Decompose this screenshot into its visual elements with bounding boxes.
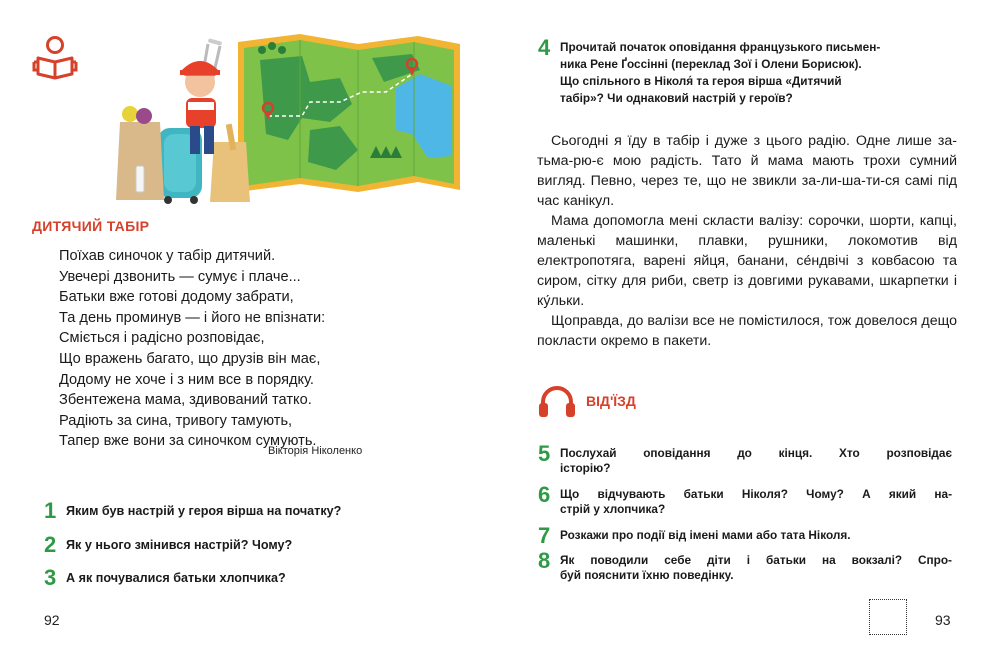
story-paragraph: Сьогодні я їду в табір і дуже з цього радію. Одне лише за-тьма-рю-є мою радість. Тато й мама мають трохи сумний вигляд. Певно, через те, що не звикли за-ли-ша-ти-ся самі під час канікул. <box>537 133 957 209</box>
question-number: 5 <box>538 441 551 466</box>
story-excerpt <box>537 131 957 351</box>
question-number: 2 <box>44 532 57 557</box>
question-2 <box>44 534 292 556</box>
question-line: стрій у хлопчика? <box>560 502 666 516</box>
poem-author: Вікторія Ніколенко <box>268 445 363 457</box>
headphones-icon <box>538 384 576 418</box>
question-line: Послухай оповідання до кінця. Хто розповідає <box>560 446 952 460</box>
poem-line: Та день проминув — і його не впізнати: <box>59 309 326 326</box>
poem-line: Додому не хоче і з ним все в порядку. <box>59 371 314 388</box>
question-number: 7 <box>538 523 551 548</box>
question-6 <box>538 484 952 517</box>
question-number: 4 <box>538 35 551 60</box>
task-4-text <box>560 37 880 107</box>
story-paragraph: Мама допомогла мені скласти валізу: сорочки, шорти, капці, маленькі машинки, плавки, рушники, локомотив від електропотяга, варені яйця, банани, се́ндвічі з ковбасою та сиром, сітку для риби, светр із довгими рукавами, шкарпетки і ку́льки. <box>537 213 957 309</box>
poem-title: ДИТЯЧИЙ ТАБІР <box>32 218 150 234</box>
poem-line: Збентежена мама, здивований татко. <box>59 392 312 409</box>
task-4-line: Прочитай початок оповідання французького письмен- <box>560 40 881 54</box>
poem-line: Увечері дзвонить — сумує і плаче... <box>59 268 301 285</box>
question-number: 8 <box>538 548 551 573</box>
poem-line: Що вражень багато, що друзів він має, <box>59 350 321 367</box>
poem-line: Тапер вже вони за синочком сумують. <box>59 433 317 450</box>
question-number: 6 <box>538 482 551 507</box>
question-line: Як поводили себе діти і батьки на вокзалі? Спро- <box>560 553 952 567</box>
question-5 <box>538 443 952 476</box>
question-text <box>560 550 952 583</box>
dotted-frame <box>869 599 907 635</box>
task-4-line: ника Рене Ґоссінні (переклад Зої і Олени Борисюк). <box>560 57 862 71</box>
section-title: ВІД'ЇЗД <box>586 393 636 409</box>
question-text <box>560 443 952 476</box>
question-3 <box>44 567 286 589</box>
question-line: Розкажи про події від імені мами або тата Ніколя. <box>560 528 851 542</box>
question-1 <box>44 500 341 522</box>
camp-map-illustration <box>40 30 470 210</box>
question-number: 3 <box>44 565 57 590</box>
map-illustration <box>238 34 460 192</box>
task-4 <box>538 37 880 107</box>
page-number-right: 93 <box>935 612 951 628</box>
question-text <box>560 484 952 517</box>
poem-line: Батьки вже готові додому забрати, <box>59 289 294 306</box>
poem-line: Поїхав синочок у табір дитячий. <box>59 248 276 264</box>
question-line: буй пояснити їхню поведінку. <box>560 568 734 582</box>
question-8 <box>538 550 952 583</box>
poem-line: Сміється і радісно розповідає, <box>59 330 265 347</box>
question-text: Як у нього змінився настрій? Чому? <box>66 538 293 552</box>
question-text: А як почувалися батьки хлопчика? <box>66 571 286 585</box>
question-text: Яким був настрій у героя вірша на початку? <box>66 504 342 518</box>
question-text <box>560 525 851 543</box>
boy-with-suitcase-illustration <box>116 38 250 204</box>
poem-line: Радіють за сина, тривогу тамують, <box>59 412 293 429</box>
question-number: 1 <box>44 498 57 523</box>
task-4-line: табір»? Чи однаковий настрій у героїв? <box>560 91 793 105</box>
task-4-line: Що спільного в Ніколя́ та героя вірша «Дитячий <box>560 74 842 88</box>
page-number-left: 92 <box>44 612 60 628</box>
question-7 <box>538 525 851 547</box>
story-paragraph: Щоправда, до валізи все не помістилося, тож довелося дещо покласти окремо в пакети. <box>537 313 957 349</box>
question-line: Що відчувають батьки Ніколя? Чому? А який на- <box>560 487 952 501</box>
question-line: історію? <box>560 461 611 475</box>
poem-text <box>59 246 419 452</box>
